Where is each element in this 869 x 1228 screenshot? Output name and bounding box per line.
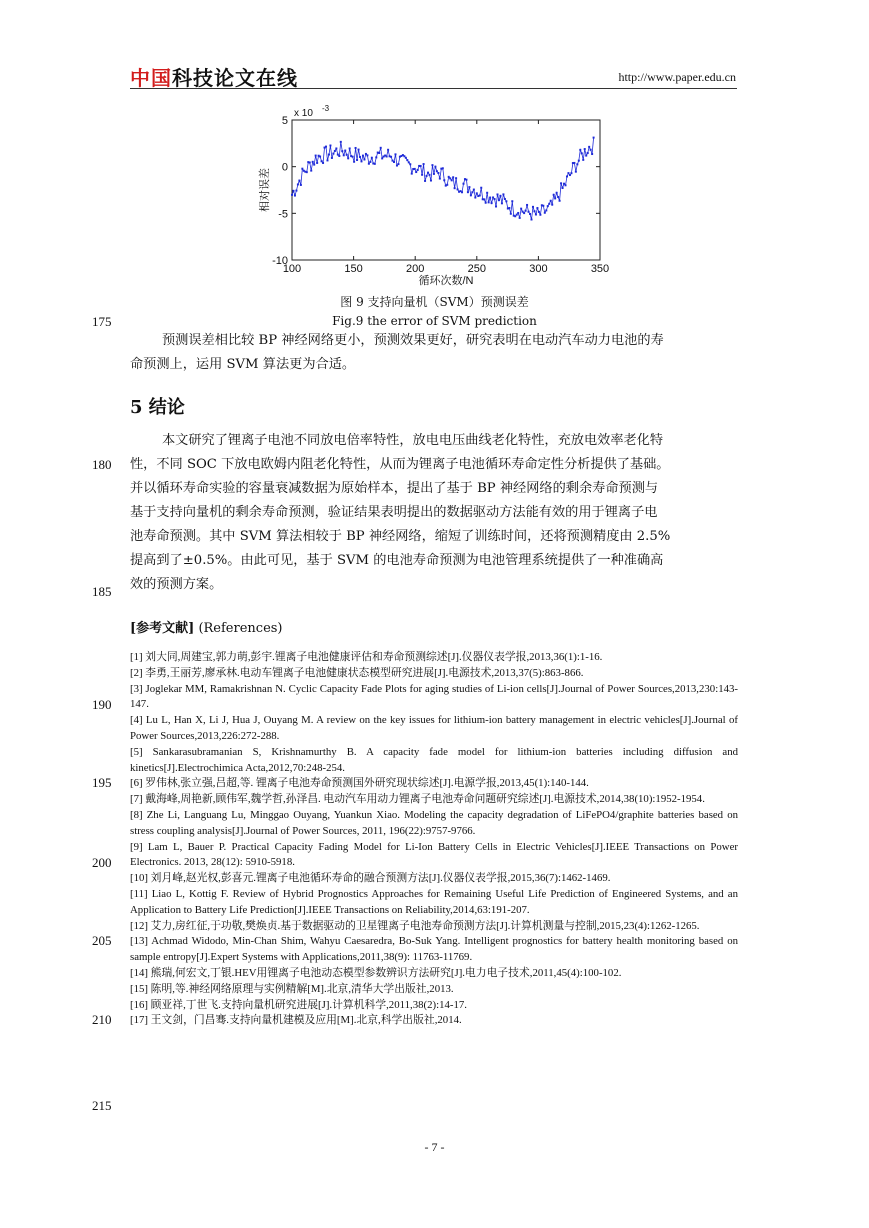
error-data-point (557, 196, 559, 198)
error-data-point (341, 150, 343, 152)
error-data-point (360, 160, 362, 162)
error-data-point (423, 163, 425, 165)
error-data-point (426, 175, 428, 177)
error-data-point (387, 149, 389, 151)
error-data-point (505, 200, 507, 202)
error-data-point (517, 212, 519, 214)
error-data-point (349, 147, 351, 149)
line-number: 200 (92, 855, 112, 870)
error-data-point (489, 197, 491, 199)
error-data-point (542, 205, 544, 207)
error-data-point (471, 191, 473, 193)
error-data-point (573, 162, 575, 164)
error-data-point (519, 217, 521, 219)
error-data-point (310, 170, 312, 172)
error-data-point (467, 191, 469, 193)
error-data-point (338, 155, 340, 157)
error-data-point (454, 187, 456, 189)
error-data-point (390, 156, 392, 158)
error-data-point (553, 194, 555, 196)
error-data-point (501, 202, 503, 204)
error-data-point (474, 196, 476, 198)
error-data-point (428, 174, 430, 176)
error-data-point (375, 156, 377, 158)
error-data-point (545, 209, 547, 211)
text-line: 本文研究了锂离子电池不同放电倍率特性，放电电压曲线老化特性，充放电效率老化特 (162, 433, 664, 448)
error-data-point (498, 199, 500, 201)
error-data-point (547, 205, 549, 207)
line-number: 175 (92, 314, 112, 329)
error-data-point (353, 161, 355, 163)
error-data-point (411, 173, 413, 175)
text-line: 提高到了±0.5%。由此可见，基于 SVM 的电池寿命预测为电池管理系统提供了一种准确高 (130, 553, 664, 568)
error-data-point (544, 212, 546, 214)
error-data-point (334, 150, 336, 152)
y-axis-label: 相对误差 (259, 168, 271, 212)
reference-item: [8] Zhe Li, Languang Lu, Minggao Ouyang, Yuankun Xiao. Modeling the capacity degradation of LiFePO4/graphite batteries based on stress coupling analysis[J].Journal of Power Sources, 2011, 196(22):9757-9766. (130, 808, 738, 837)
x-tick-label: 250 (467, 263, 486, 275)
error-data-point (483, 198, 485, 200)
error-data-point (358, 149, 360, 151)
reference-item: [5] Sankarasubramanian S, Krishnamurthy B. A capacity fade model for lithium-ion batteries including diffusion and kinetics[J].Electrochimica Acta,2012,70:248-254. (130, 745, 738, 774)
error-data-point (531, 218, 533, 220)
error-data-point (329, 144, 331, 146)
error-data-point (332, 153, 334, 155)
error-data-point (538, 211, 540, 213)
reference-item: [10] 刘月峰,赵光权,彭喜元.锂离子电池循环寿命的融合预测方法[J].仪器仪表学报,2015,36(7):1462-1469. (130, 872, 611, 885)
error-data-point (565, 184, 567, 186)
error-data-point (355, 147, 357, 149)
error-data-point (491, 202, 493, 204)
y-exponent-label: x 10 (294, 108, 313, 119)
error-data-point (434, 166, 436, 168)
error-data-point (369, 161, 371, 163)
error-data-point (465, 179, 467, 181)
reference-item: [1] 刘大同,周建宝,郭力萌,彭宇.锂离子电池健康评估和寿命预测综述[J].仪器仪表学报,2013,36(1):1-16. (130, 651, 603, 663)
error-data-point (556, 192, 558, 194)
error-data-point (480, 187, 482, 189)
error-data-point (461, 191, 463, 193)
error-data-point (356, 159, 358, 161)
error-data-point (374, 163, 376, 165)
error-data-point (566, 175, 568, 177)
error-chart (250, 100, 620, 294)
error-data-point (322, 162, 324, 164)
error-data-point (451, 179, 453, 181)
x-tick-label: 350 (590, 263, 610, 275)
error-data-point (479, 194, 481, 196)
error-data-point (421, 174, 423, 176)
error-data-point (335, 147, 337, 149)
error-data-point (408, 161, 410, 163)
error-data-point (582, 159, 584, 161)
journal-logo (130, 62, 298, 91)
error-data-point (309, 162, 311, 164)
error-data-point (393, 161, 395, 163)
error-data-point (486, 192, 488, 194)
error-data-point (590, 149, 592, 151)
error-data-point (494, 198, 496, 200)
reference-item: [2] 李勇,王丽芳,廖承林.电动车锂离子电池健康状态模型研究进展[J].电源技术,2013,37(5):863-866. (130, 666, 584, 679)
error-data-point (488, 201, 490, 203)
error-data-point (442, 167, 444, 169)
y-exponent-power: -3 (322, 104, 330, 113)
reference-item: [4] Lu L, Han X, Li J, Hua J, Ouyang M. A review on the key issues for lithium-ion battery management in electric vehicles[J].Journal of Power Sources,2013,226:272-288. (130, 714, 738, 742)
error-data-point (386, 155, 388, 157)
error-data-point (406, 159, 408, 161)
error-data-point (297, 183, 299, 185)
error-data-point (436, 170, 438, 172)
error-data-point (470, 194, 472, 196)
error-data-point (300, 184, 302, 186)
error-data-point (294, 195, 296, 197)
y-tick-label: -5 (278, 208, 288, 221)
x-axis-label: 循环次数/N (418, 275, 474, 287)
figure-caption-en: Fig.9 the error of SVM prediction (332, 314, 537, 328)
x-tick-label: 100 (282, 263, 302, 275)
error-data-point (569, 174, 571, 176)
line-number: 185 (92, 584, 112, 599)
error-data-point (496, 193, 498, 195)
error-data-point (548, 203, 550, 205)
line-number: 195 (92, 775, 112, 790)
error-data-point (529, 213, 531, 215)
reference-item: [12] 艾力,房红征,于功敬,樊焕贞.基于数据驱动的卫星锂离子电池寿命预测方法[J].计算机测量与控制,2015,23(4):1262-1265. (130, 919, 700, 932)
error-data-point (570, 172, 572, 174)
logo-black-part: 科技论文在线 (172, 66, 298, 90)
error-data-point (363, 158, 365, 160)
error-data-point (414, 168, 416, 170)
text-line: 效的预测方案。 (130, 577, 223, 592)
plot-frame (292, 120, 600, 260)
error-data-point (427, 172, 429, 174)
error-data-point (520, 208, 522, 210)
error-data-point (424, 180, 426, 182)
chart-svg (250, 100, 620, 290)
error-data-point (455, 177, 457, 179)
error-data-point (292, 190, 294, 192)
error-data-point (359, 156, 361, 158)
error-data-point (417, 169, 419, 171)
error-data-point (378, 152, 380, 154)
error-data-point (415, 171, 417, 173)
y-tick-label: 0 (281, 161, 288, 174)
header-rule (130, 88, 737, 89)
error-data-point (584, 148, 586, 150)
error-data-point (502, 193, 504, 195)
error-data-point (306, 171, 308, 173)
reference-item: [11] Liao L, Kottig F. Review of Hybrid Prognostics Approaches for Remaining Useful Life Prediction of Engineered Systems, and an Application to Battery Life Prediction[J].IEEE Transactions on Reliability,2014,63:191-207. (130, 887, 738, 916)
error-data-point (523, 212, 525, 214)
error-data-point (528, 211, 530, 213)
error-data-point (550, 200, 552, 202)
error-data-point (420, 165, 422, 167)
reference-item: [15] 陈明,等.神经网络原理与实例精解[M].北京,清华大学出版社,2013. (130, 982, 454, 995)
error-data-point (430, 180, 432, 182)
error-data-point (433, 173, 435, 175)
reference-item: [9] Lam L, Bauer P. Practical Capacity Fading Model for Li-Ion Battery Cells in Electric Vehicles[J].IEEE Transactions on Power Electronics. 2013, 28(12): 5910-5918. (130, 840, 738, 869)
line-number: 180 (92, 457, 112, 472)
line-number: 215 (92, 1098, 112, 1113)
reference-item: [3] Joglekar MM, Ramakrishnan N. Cyclic Capacity Fade Plots for aging studies of Li-ion cells[J].Journal of Power Sources,2013,230:143-147. (130, 682, 738, 711)
text-line: 性，不同 SOC 下放电欧姆内阻老化特性，从而为锂离子电池循环寿命定性分析提供了基础。 (130, 457, 670, 472)
error-data-point (346, 154, 348, 156)
text-line: 并以循环寿命实验的容量衰减数据为原始样本，提出了基于 BP 神经网络的剩余寿命预测与 (130, 481, 659, 496)
reference-item: [16] 顾亚祥,丁世飞.支持向量机研究进展[J].计算机科学,2011,38(2):14-17. (130, 998, 467, 1011)
error-data-point (366, 154, 368, 156)
error-data-point (551, 204, 553, 206)
error-data-point (575, 171, 577, 173)
error-data-point (312, 161, 314, 163)
error-data-point (499, 195, 501, 197)
error-data-point (437, 172, 439, 174)
error-data-point (449, 177, 451, 179)
line-number: 190 (92, 697, 112, 712)
error-data-point (473, 189, 475, 191)
text-line: 预测误差相比较 BP 神经网络更小，预测效果更好，研究表明在电动汽车动力电池的寿 (162, 333, 664, 348)
error-data-point (298, 180, 300, 182)
error-data-point (526, 204, 528, 206)
error-data-point (394, 153, 396, 155)
error-data-point (381, 157, 383, 159)
error-data-point (533, 210, 535, 212)
error-data-point (371, 157, 373, 159)
reference-item: [13] Achmad Widodo, Min-Chan Shim, Wahyu Caesaredra, Bo-Suk Yang. Intelligent prognostics for battery health monitoring based on sample entropy[J].Expert Systems with Applications,2011,38(9): 11763-11769. (130, 935, 738, 964)
reference-item: [7] 戴海峰,周艳新,顾伟军,魏学哲,孙泽昌. 电动汽车用动力锂离子电池寿命问题研究综述[J].电源技术,2014,38(10):1952-1954. (130, 793, 705, 806)
error-data-point (326, 159, 328, 161)
error-data-point (508, 207, 510, 209)
error-data-point (504, 198, 506, 200)
text-line: 命预测上，运用 SVM 算法更为合适。 (130, 357, 356, 372)
error-data-point (452, 176, 454, 178)
header-url[interactable]: http://www.paper.edu.cn (618, 70, 736, 84)
error-data-point (560, 182, 562, 184)
error-data-point (291, 194, 293, 196)
error-data-point (443, 179, 445, 181)
y-tick-label: -10 (272, 255, 288, 267)
error-data-point (362, 155, 364, 157)
references-heading (130, 617, 283, 636)
error-data-point (585, 155, 587, 157)
error-data-point (446, 184, 448, 186)
error-data-point (525, 210, 527, 212)
error-data-point (368, 163, 370, 165)
error-data-point (510, 213, 512, 215)
error-data-point (325, 146, 327, 148)
reference-list (130, 650, 738, 1029)
error-data-point (397, 163, 399, 165)
error-data-point (591, 153, 593, 155)
error-data-point (352, 156, 354, 158)
x-tick-label: 200 (406, 263, 425, 275)
error-data-point (315, 155, 317, 157)
error-data-point (431, 164, 433, 166)
error-data-point (347, 157, 349, 159)
error-data-point (405, 157, 407, 159)
error-data-point (331, 157, 333, 159)
section-heading-conclusion: 5 结论 (130, 397, 185, 418)
logo-red-part: 中国 (130, 66, 172, 90)
error-data-point (328, 154, 330, 156)
error-data-point (485, 202, 487, 204)
error-data-point (579, 149, 581, 151)
reference-item: [6] 罗伟林,张立强,吕超,等. 锂离子电池寿命预测国外研究现状综述[J].电源学报,2013,45(1):140-144. (130, 777, 589, 790)
error-data-point (316, 162, 318, 164)
error-data-point (295, 190, 297, 192)
error-data-point (511, 200, 513, 202)
error-data-point (457, 188, 459, 190)
error-data-point (532, 206, 534, 208)
text-line: 池寿命预测。其中 SVM 算法相较于 BP 神经网络，缩短了训练时间，还将预测精度由 2.5% (130, 529, 671, 544)
error-data-point (567, 172, 569, 174)
error-data-point (409, 163, 411, 165)
x-tick-label: 150 (344, 263, 363, 275)
error-data-point (468, 186, 470, 188)
error-data-point (535, 213, 537, 215)
paragraph-prediction-comparison (130, 329, 738, 377)
error-data-point (581, 152, 583, 154)
error-data-point (554, 197, 556, 199)
paragraph-conclusion (130, 429, 738, 597)
error-data-point (587, 152, 589, 154)
line-number: 210 (92, 1012, 112, 1027)
error-data-point (536, 207, 538, 209)
error-data-point (344, 150, 346, 152)
page-number: - 7 - (424, 1140, 445, 1154)
error-data-point (319, 156, 321, 158)
error-data-point (495, 205, 497, 207)
error-data-point (462, 183, 464, 185)
figure-caption-cn: 图 9 支持向量机（SVM）预测误差 (340, 295, 529, 309)
error-data-point (559, 200, 561, 202)
text-line: 基于支持向量机的剩余寿命预测，验证结果表明提出的数据驱动方法能有效的用于锂离子电 (130, 505, 658, 520)
error-data-point (576, 163, 578, 165)
error-data-point (340, 141, 342, 143)
reference-item: [14] 熊瑞,何宏文,丁银.HEV用锂离子电池动态模型参数辨识方法研究[J].电力电子技术,2011,45(4):100-102. (130, 966, 622, 979)
error-data-point (593, 137, 595, 139)
error-data-point (539, 214, 541, 216)
x-tick-label: 300 (529, 263, 548, 275)
error-data-point (578, 160, 580, 162)
error-data-point (380, 147, 382, 149)
error-data-point (343, 154, 345, 156)
references-heading-bold: [参考文献] (130, 621, 195, 636)
reference-item: [17] 王文剑，门昌骞.支持向量机建模及应用[M].北京,科学出版社,2014. (130, 1014, 462, 1027)
error-data-point (562, 187, 564, 189)
error-data-point (588, 146, 590, 148)
line-number: 205 (92, 933, 112, 948)
error-data-point (313, 164, 315, 166)
y-tick-label: 5 (281, 115, 288, 127)
error-data-point (439, 178, 441, 180)
references-heading-rest: (References) (194, 621, 283, 636)
error-data-point (476, 192, 478, 194)
error-data-point (301, 168, 303, 170)
